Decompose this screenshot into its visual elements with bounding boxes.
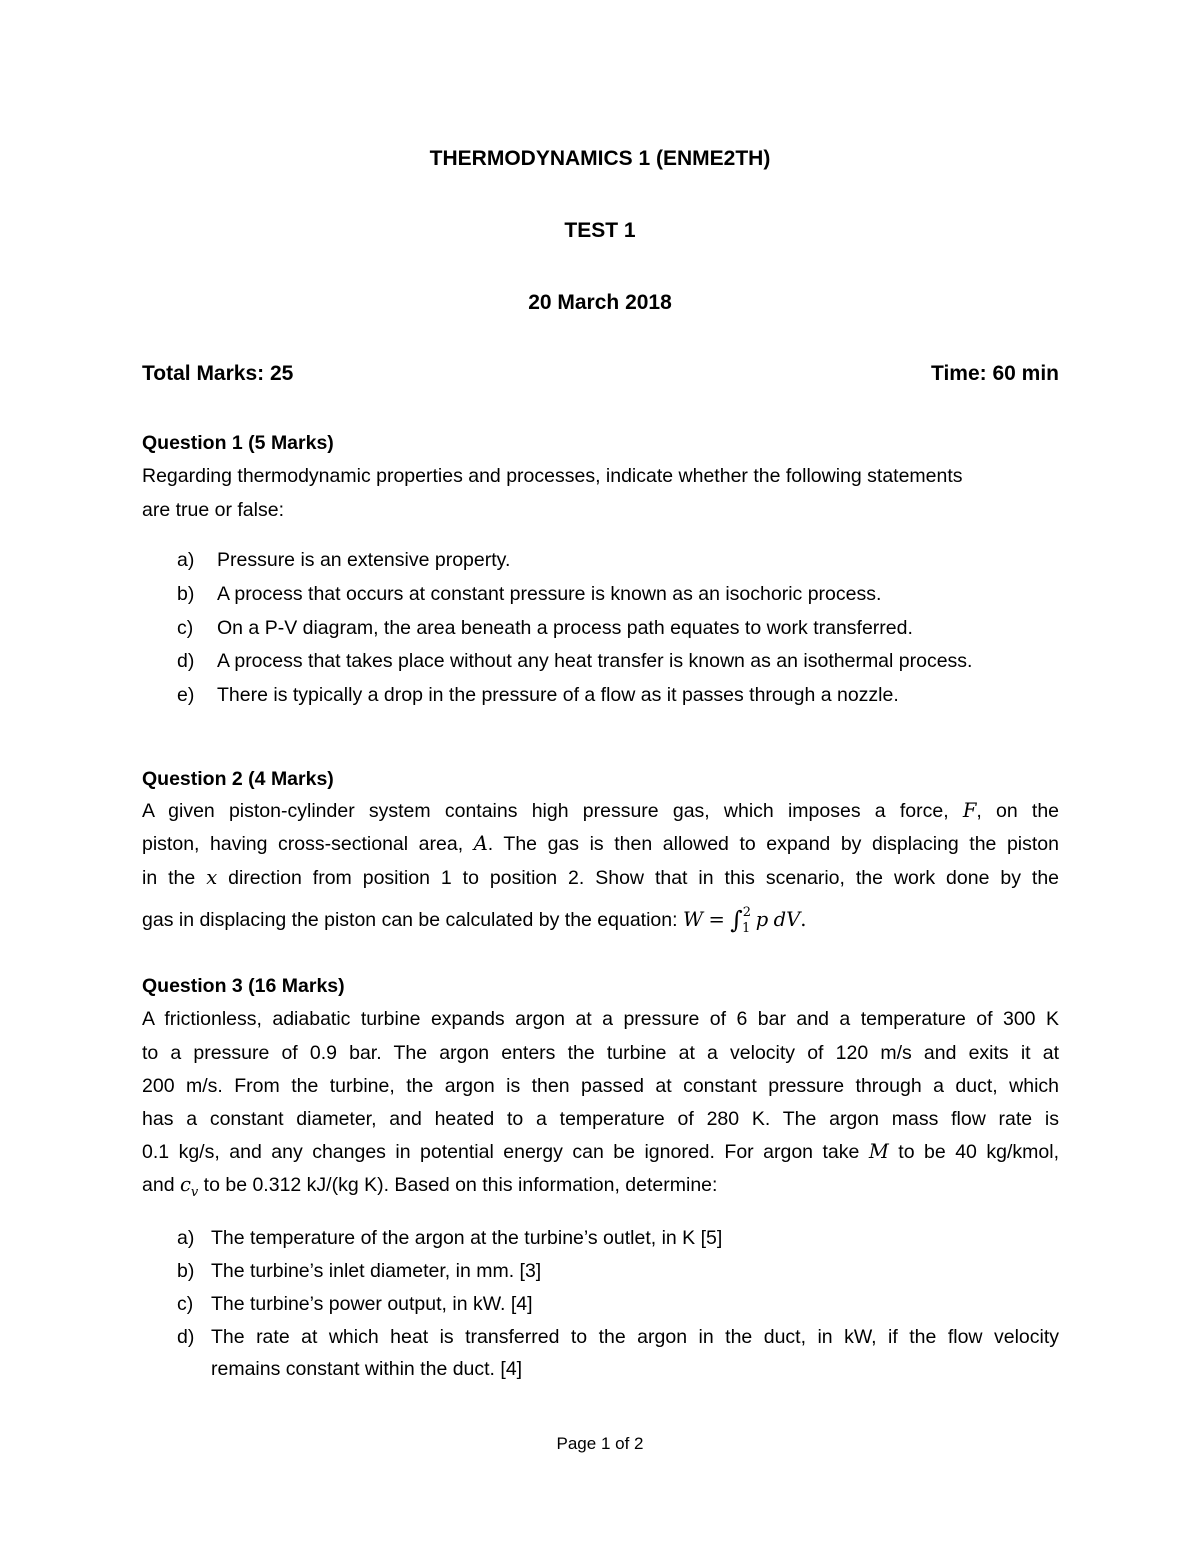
- work-equation: [682, 905, 807, 936]
- eq-dv: dV: [773, 908, 801, 931]
- q2-line-4: [142, 906, 1059, 935]
- q2-text: direction from position 1 to position 2. Show that in this scenario, the work done by the: [228, 867, 1060, 889]
- eq-period: .: [800, 908, 807, 931]
- test-title: TEST 1: [564, 219, 636, 242]
- q3-item-continuation: remains constant within the duct. [4]: [211, 1358, 523, 1380]
- q1-item-text: A process that takes place without any heat transfer is known as an isothermal process.: [217, 650, 973, 672]
- q2-line-2: [142, 832, 1059, 856]
- area-symbol: A: [473, 832, 488, 855]
- q2-text: in the: [142, 867, 196, 889]
- integral-lower-limit: 1: [742, 921, 751, 936]
- q2-text: A given piston-cylinder system contains high pressure gas, which imposes a force,: [142, 800, 949, 822]
- q3-text: to be 0.312 kJ/(kg K). Based on this information, determine:: [203, 1174, 718, 1196]
- eq-pressure: p: [755, 908, 769, 931]
- q2-line-3: [142, 866, 1059, 890]
- time-limit: Time: 60 min: [931, 362, 1059, 385]
- q3-item-label: a): [177, 1227, 195, 1249]
- test-date: 20 March 2018: [528, 291, 672, 314]
- q2-text: gas in displacing the piston can be calculated by the equation:: [142, 909, 678, 931]
- cv-symbol: c: [179, 1173, 191, 1196]
- molar-mass-symbol: M: [868, 1140, 889, 1163]
- q1-item-text: On a P-V diagram, the area beneath a process path equates to work transferred.: [217, 617, 913, 639]
- course-title: THERMODYNAMICS 1 (ENME2TH): [429, 147, 771, 170]
- q1-item-text: Pressure is an extensive property.: [217, 549, 511, 571]
- q2-text: . The gas is then allowed to expand by displacing the piston: [487, 833, 1059, 855]
- q1-intro-line-1: Regarding thermodynamic properties and processes, indicate whether the following statements: [142, 465, 963, 487]
- cv-subscript: v: [190, 1185, 199, 1200]
- q1-item-label: d): [177, 650, 195, 672]
- total-marks: Total Marks: 25: [142, 362, 294, 385]
- page-number: Page 1 of 2: [556, 1434, 644, 1453]
- q2-title: Question 2 (4 Marks): [142, 768, 334, 790]
- q3-item-text: The turbine’s power output, in kW. [4]: [211, 1293, 533, 1315]
- q1-item-label: a): [177, 549, 195, 571]
- eq-equals: =: [708, 908, 725, 931]
- q3-line-2: to a pressure of 0.9 bar. The argon enters the turbine at a velocity of 120 m/s and exits it at: [142, 1042, 1059, 1064]
- q3-item-text: The temperature of the argon at the turbine’s outlet, in K [5]: [211, 1227, 723, 1249]
- q1-item-text: There is typically a drop in the pressure of a flow as it passes through a nozzle.: [217, 684, 899, 706]
- q1-title: Question 1 (5 Marks): [142, 432, 334, 454]
- q2-line-1: [142, 799, 1059, 823]
- q3-line-5: [142, 1140, 1059, 1164]
- q3-item-label: d): [177, 1326, 195, 1348]
- q3-text: and: [142, 1174, 175, 1196]
- q2-text: , on the: [976, 800, 1060, 822]
- q2-text: piston, having cross-sectional area,: [142, 833, 464, 855]
- q3-text: 0.1 kg/s, and any changes in potential energy can be ignored. For argon take: [142, 1141, 860, 1163]
- integral-sign: ∫: [730, 906, 743, 934]
- q3-line-3: 200 m/s. From the turbine, the argon is then passed at constant pressure through a duct, which: [142, 1075, 1059, 1097]
- q3-item-label: b): [177, 1260, 195, 1282]
- q3-title: Question 3 (16 Marks): [142, 975, 345, 997]
- eq-lhs: W: [682, 908, 704, 931]
- q3-item-label: c): [177, 1293, 194, 1315]
- q3-line-1: A frictionless, adiabatic turbine expands argon at a pressure of 6 bar and a temperature of 300 K: [142, 1008, 1059, 1030]
- q3-line-4: has a constant diameter, and heated to a temperature of 280 K. The argon mass flow rate is: [142, 1108, 1059, 1130]
- q1-item-label: c): [177, 617, 194, 639]
- q1-intro-line-2: are true or false:: [142, 499, 284, 521]
- q3-item-text: The turbine’s inlet diameter, in mm. [3]: [211, 1260, 542, 1282]
- q3-item-text: The rate at which heat is transferred to the argon in the duct, in kW, if the flow velocity: [211, 1326, 1059, 1348]
- q3-line-6: [142, 1173, 1059, 1200]
- integral-upper-limit: 2: [742, 905, 751, 920]
- force-symbol: F: [962, 799, 977, 822]
- marks-time-row: [142, 362, 1059, 386]
- q1-item-label: e): [177, 684, 195, 706]
- q1-item-text: A process that occurs at constant pressure is known as an isochoric process.: [217, 583, 882, 605]
- x-symbol: x: [206, 866, 218, 889]
- q3-text: to be 40 kg/kmol,: [898, 1141, 1059, 1163]
- q1-item-label: b): [177, 583, 195, 605]
